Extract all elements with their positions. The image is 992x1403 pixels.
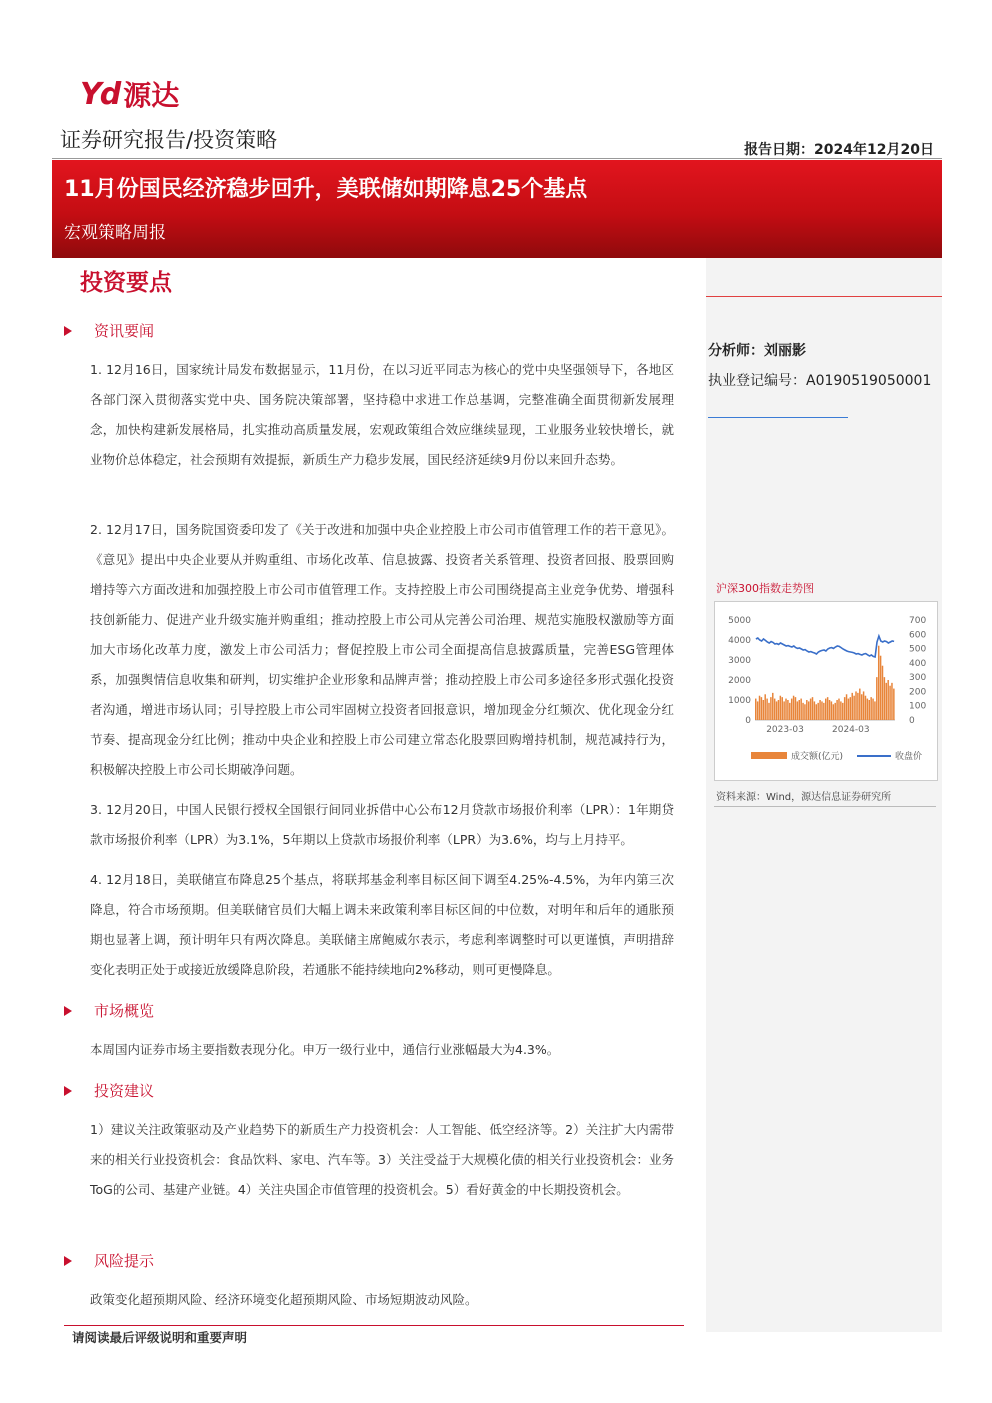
risk-paragraph: 政策变化超预期风险、经济环境变化超预期风险、市场短期波动风险。 xyxy=(90,1292,478,1307)
turnover-bar xyxy=(817,703,818,720)
turnover-bar xyxy=(825,699,826,720)
turnover-bar xyxy=(829,700,830,720)
news-paragraph-2: 2. 12月17日，国务院国资委印发了《关于改进和加强中央企业控股上市公司市值管理工作的若干意见》。《意见》提出中央企业要从并购重组、市场化改革、信息披露、投资者关系管理、投资者回报、股票回购增持等六方面改进和加强控股上市公司市值管理工作。支持控股上市公司围绕提高主业竞争优势、增强科技创新能力、促进产业升级实施并购重组；推动控股上市公司从完善公司治理、规范实施股权激励等方面加大市场化改革力度，激发上市公司活力；督促控股上市公司全面提高信息披露质量，完善ESG管理体系，加强舆情信息收集和研判，切实维护企业形象和品牌声誉；推动控股上市公司多途径多形式强化投资者沟通，增进市场认同；引导控股上市公司牢固树立投资者回报意识，增加现金分红频次、优化现金分红节奏、提高现金分红比例；推动中央企业和控股上市公司建立常态化股票回购增持机制，规范减持行为，积极解决控股上市公司长期破净问题。 xyxy=(90,522,674,777)
turnover-bar xyxy=(846,694,847,720)
turnover-bar xyxy=(865,696,866,720)
turnover-bar xyxy=(770,697,771,720)
y-left-tick-label: 3000 xyxy=(728,656,751,666)
legend-bar-swatch xyxy=(751,752,787,759)
turnover-bar xyxy=(800,699,801,720)
turnover-bar xyxy=(853,696,854,720)
turnover-bar xyxy=(831,701,832,720)
turnover-bar xyxy=(863,691,864,720)
turnover-bar xyxy=(827,697,828,720)
turnover-bar xyxy=(787,700,788,720)
y-right-tick-label: 0 xyxy=(909,716,915,726)
news-paragraph-3: 3. 12月20日，中国人民银行授权全国银行间同业拆借中心公布12月贷款市场报价利率（LPR）：1年期贷款市场报价利率（LPR）为3.1%，5年期以上贷款市场报价利率（LPR）为3.6%，均与上月持平。 xyxy=(90,802,674,847)
y-left-tick-label: 5000 xyxy=(728,616,751,626)
subsection-label: 资讯要闻 xyxy=(94,322,155,340)
turnover-bar xyxy=(795,697,796,720)
market-paragraph: 本周国内证券市场主要指数表现分化。申万一级行业中，通信行业涨幅最大为4.3%。 xyxy=(90,1042,560,1057)
news-paragraph-4: 4. 12月18日，美联储宣布降息25个基点，将联邦基金利率目标区间下调至4.25%-4.5%，为年内第三次降息，符合市场预期。但美联储官员们大幅上调未来政策利率目标区间的中位数，对明年和后年的通胀预期也显著上调，预计明年只有两次降息。美联储主席鲍威尔表示，考虑利率调整时可以更谨慎，声明措辞变化表明正处于或接近放缓降息阶段，若通胀不能持续地向2%移动，则可更慢降息。 xyxy=(90,872,674,977)
chart-title: 沪深300指数走势图 xyxy=(716,582,814,595)
turnover-bar xyxy=(848,699,849,720)
turnover-bar xyxy=(819,700,820,720)
turnover-bar xyxy=(763,700,764,720)
turnover-bar xyxy=(861,694,862,720)
turnover-bar xyxy=(876,677,877,720)
arrow-bullet-icon xyxy=(64,1086,72,1096)
subsection-news xyxy=(0,320,154,341)
turnover-bar xyxy=(838,699,839,720)
turnover-bar xyxy=(855,691,856,720)
report-type: 证券研究报告/投资策略 xyxy=(60,128,278,152)
x-tick-label: 2023-03 xyxy=(766,725,804,735)
turnover-bar xyxy=(850,697,851,720)
turnover-bar xyxy=(776,701,777,720)
hs300-chart xyxy=(715,602,937,780)
turnover-bar xyxy=(821,701,822,720)
turnover-bar xyxy=(812,697,813,720)
turnover-bar xyxy=(857,693,858,720)
turnover-bar xyxy=(869,700,870,720)
sidebar-divider xyxy=(706,296,942,297)
turnover-bar xyxy=(780,696,781,720)
y-right-tick-label: 300 xyxy=(909,673,927,684)
turnover-bar xyxy=(887,680,888,720)
y-left-tick-label: 2000 xyxy=(728,676,751,686)
turnover-bar xyxy=(834,703,835,720)
chart-source: 资料来源：Wind，源达信息证券研究所 xyxy=(716,792,892,803)
y-left-tick-label: 0 xyxy=(745,716,751,726)
chart-divider xyxy=(714,806,936,807)
turnover-bar xyxy=(785,699,786,720)
turnover-bar xyxy=(802,703,803,720)
turnover-bar xyxy=(759,696,760,720)
turnover-bar xyxy=(761,697,762,720)
brand-logo xyxy=(80,76,179,112)
turnover-bar xyxy=(851,693,852,720)
y-right-tick-label: 400 xyxy=(909,658,927,669)
news-paragraph-1: 1. 12月16日，国家统计局发布数据显示，11月份，在以习近平同志为核心的党中央坚强领导下，各地区各部门深入贯彻落实党中央、国务院决策部署，坚持稳中求进工作总基调，完整准确全面贯彻新发展理念，加快构建新发展格局，扎实推动高质量发展，宏观政策组合效应继续显现，工业服务业较快增长，就业物价总体稳定，社会预期有效提振，新质生产力稳步发展，国民经济延续9月份以来回升态势。 xyxy=(90,362,674,467)
arrow-bullet-icon xyxy=(64,1006,72,1016)
close-price-line xyxy=(756,636,894,657)
report-title: 11月份国民经济稳步回升，美联储如期降息25个基点 xyxy=(64,177,588,202)
turnover-bar xyxy=(886,683,887,720)
turnover-bar xyxy=(757,701,758,720)
turnover-bar xyxy=(755,699,756,720)
subsection-label: 投资建议 xyxy=(94,1082,155,1100)
turnover-bar xyxy=(880,656,881,720)
turnover-bar xyxy=(810,699,811,720)
advice-paragraph: 1）建议关注政策驱动及产业趋势下的新质生产力投资机会：人工智能、低空经济等。2）关注扩大内需带来的相关行业投资机会：食品饮料、家电、汽车等。3）关注受益于大规模化债的相关行业投资机会：业务ToG的公司、基建产业链。4）关注央国企市值管理的投资机会。5）看好黄金的中长期投资机会。 xyxy=(90,1122,674,1197)
subsection-advice xyxy=(0,1080,154,1101)
y-right-tick-label: 500 xyxy=(909,644,927,655)
turnover-bar xyxy=(816,704,817,720)
footer-divider xyxy=(64,1325,684,1326)
turnover-bar xyxy=(874,701,875,720)
turnover-bar xyxy=(783,701,784,720)
turnover-bar xyxy=(799,700,800,720)
x-tick-label: 2024-03 xyxy=(832,725,870,735)
subsection-risk xyxy=(0,1250,154,1271)
turnover-bar xyxy=(840,701,841,720)
turnover-bar xyxy=(867,699,868,720)
turnover-bar xyxy=(804,704,805,720)
arrow-bullet-icon xyxy=(64,326,72,336)
turnover-bar xyxy=(836,700,837,720)
turnover-bar xyxy=(766,699,767,720)
report-date: 报告日期：2024年12月20日 xyxy=(744,142,934,158)
y-right-tick-label: 100 xyxy=(909,701,927,712)
y-right-tick-label: 200 xyxy=(909,687,927,698)
turnover-bar xyxy=(893,689,894,720)
arrow-bullet-icon xyxy=(64,1256,72,1266)
logo-mark: Yd xyxy=(80,76,120,112)
turnover-bar xyxy=(774,699,775,720)
turnover-bar xyxy=(808,701,809,720)
turnover-bar xyxy=(814,701,815,720)
turnover-bar xyxy=(878,646,879,720)
legend-label: 收盘价 xyxy=(895,752,923,762)
subsection-label: 风险提示 xyxy=(94,1252,155,1270)
turnover-bar xyxy=(772,693,773,720)
turnover-bar xyxy=(778,700,779,720)
turnover-bar xyxy=(882,666,883,720)
turnover-bar xyxy=(889,686,890,720)
turnover-bar xyxy=(823,703,824,720)
turnover-bar xyxy=(764,694,765,720)
section-title: 投资要点 xyxy=(80,270,172,296)
turnover-bar xyxy=(884,677,885,720)
footer-note: 请阅读最后评级说明和重要声明 xyxy=(72,1330,248,1345)
subsection-label: 市场概览 xyxy=(94,1002,155,1020)
turnover-bar xyxy=(806,700,807,720)
turnover-bar xyxy=(833,704,834,720)
turnover-bar xyxy=(781,697,782,720)
turnover-bar xyxy=(791,699,792,720)
y-left-tick-label: 4000 xyxy=(728,636,751,646)
turnover-bar xyxy=(859,689,860,720)
analyst-name: 分析师：刘丽影 xyxy=(708,343,806,359)
turnover-bar xyxy=(891,683,892,720)
legend-label: 成交额(亿元) xyxy=(791,752,844,762)
y-right-tick-label: 600 xyxy=(909,630,927,641)
subsection-market xyxy=(0,1000,154,1021)
turnover-bar xyxy=(793,696,794,720)
header-divider xyxy=(52,158,942,159)
turnover-bar xyxy=(797,701,798,720)
turnover-bar xyxy=(842,703,843,720)
y-right-tick-label: 700 xyxy=(909,616,927,626)
turnover-bar xyxy=(789,703,790,720)
turnover-bar xyxy=(768,703,769,720)
turnover-bar xyxy=(870,697,871,720)
chart-frame xyxy=(714,601,938,781)
analyst-license: 执业登记编号：A0190519050001 xyxy=(708,373,932,389)
turnover-bar xyxy=(844,697,845,720)
sidebar-underline xyxy=(708,417,848,418)
y-left-tick-label: 1000 xyxy=(728,696,751,706)
turnover-bar xyxy=(872,699,873,720)
logo-text: 源达 xyxy=(123,79,180,112)
report-subtitle: 宏观策略周报 xyxy=(64,223,166,243)
